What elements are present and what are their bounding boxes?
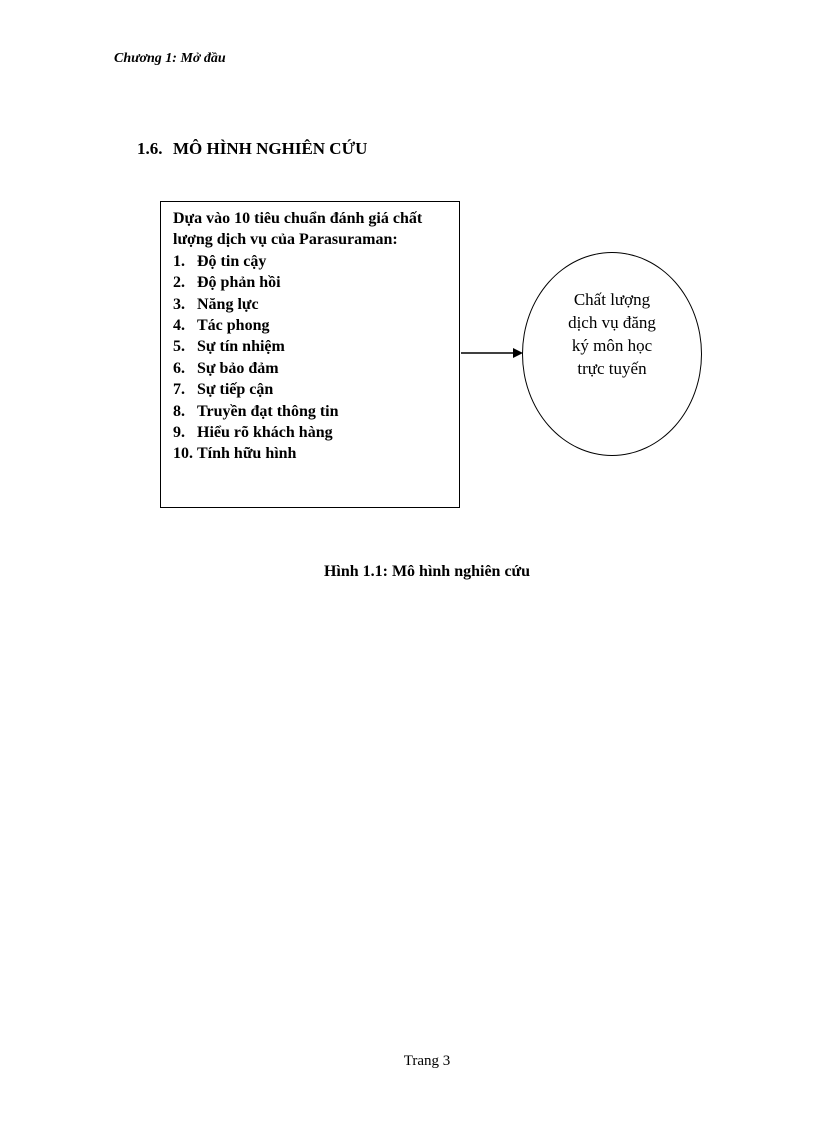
outcome-circle xyxy=(522,252,702,456)
arrow-connector xyxy=(461,345,525,361)
criteria-item xyxy=(173,422,459,443)
criteria-item-number: 7. xyxy=(173,381,185,399)
section-number: 1.6. xyxy=(137,139,163,158)
criteria-item xyxy=(173,315,459,336)
criteria-item xyxy=(173,294,459,315)
criteria-item-number: 1. xyxy=(173,252,185,270)
criteria-item-number: 4. xyxy=(173,317,185,335)
page-number: Trang 3 xyxy=(403,1053,451,1069)
criteria-item xyxy=(173,379,459,400)
criteria-intro-line-2: lượng dịch vụ của Parasuraman: xyxy=(173,231,398,249)
criteria-item-text: Hiểu rõ khách hàng xyxy=(197,424,333,442)
criteria-item-number: 9. xyxy=(173,424,185,442)
criteria-item-text: Tác phong xyxy=(197,317,270,335)
criteria-item-text: Tính hữu hình xyxy=(197,445,297,463)
criteria-item xyxy=(173,443,459,464)
criteria-item-text: Độ tin cậy xyxy=(197,252,267,270)
criteria-item-number: 3. xyxy=(173,295,185,313)
criteria-intro-line-1: Dựa vào 10 tiêu chuẩn đánh giá chất xyxy=(173,210,423,227)
criteria-item-number: 10. xyxy=(173,445,193,463)
figure-caption: Hình 1.1: Mô hình nghiên cứu xyxy=(323,563,531,580)
criteria-item-text: Sự tiếp cận xyxy=(197,381,274,399)
criteria-item xyxy=(173,272,459,293)
criteria-list xyxy=(173,251,459,465)
criteria-item xyxy=(173,336,459,357)
criteria-item xyxy=(173,358,459,379)
criteria-item xyxy=(173,251,459,272)
criteria-item-text: Truyền đạt thông tin xyxy=(197,402,339,420)
criteria-item-text: Độ phản hồi xyxy=(197,274,281,292)
criteria-item-number: 6. xyxy=(173,359,185,377)
outcome-label: Chất lượng dịch vụ đăng ký môn học trực tuyến xyxy=(568,290,656,378)
criteria-item-number: 5. xyxy=(173,338,185,356)
section-heading xyxy=(137,139,367,159)
criteria-box xyxy=(160,201,460,508)
criteria-item-number: 2. xyxy=(173,274,185,292)
criteria-item xyxy=(173,401,459,422)
criteria-item-number: 8. xyxy=(173,402,185,420)
criteria-intro xyxy=(173,208,459,251)
criteria-item-text: Năng lực xyxy=(197,295,259,313)
criteria-item-text: Sự tín nhiệm xyxy=(197,338,285,356)
section-title: MÔ HÌNH NGHIÊN CỨU xyxy=(173,139,368,158)
criteria-item-text: Sự bảo đảm xyxy=(197,359,279,377)
chapter-header: Chương 1: Mở đầu xyxy=(114,51,226,66)
